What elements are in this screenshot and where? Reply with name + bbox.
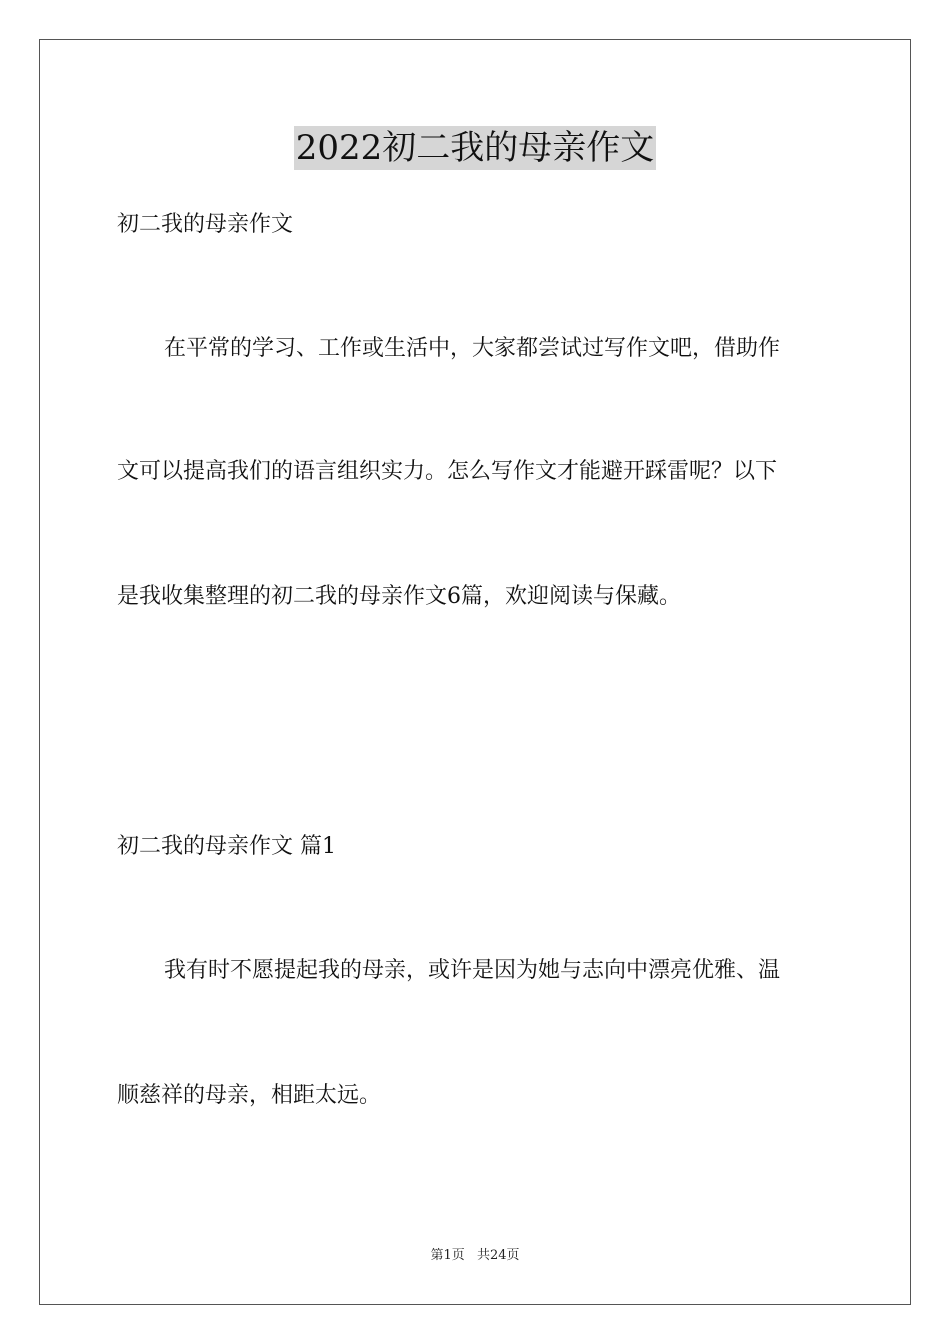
intro-line-1: 在平常的学习、工作或生活中，大家都尝试过写作文吧，借助作 (164, 336, 781, 361)
section-heading: 初二我的母亲作文 篇1 (117, 834, 336, 859)
title-wrap (0, 126, 950, 170)
document-subtitle: 初二我的母亲作文 (117, 212, 294, 237)
page-footer (0, 1247, 950, 1265)
intro-line-2: 文可以提高我们的语言组织实力。怎么写作文才能避开踩雷呢？以下 (117, 459, 778, 484)
section-line-2: 顺慈祥的母亲，相距太远。 (117, 1083, 382, 1108)
page-total: 共24页 (476, 1248, 520, 1263)
intro-line-3: 是我收集整理的初二我的母亲作文6篇，欢迎阅读与保藏。 (117, 584, 681, 609)
page-number: 第1页 (430, 1248, 465, 1263)
document-title: 2022初二我的母亲作文 (295, 128, 655, 168)
section-line-1: 我有时不愿提起我的母亲，或许是因为她与志向中漂亮优雅、温 (164, 958, 781, 983)
